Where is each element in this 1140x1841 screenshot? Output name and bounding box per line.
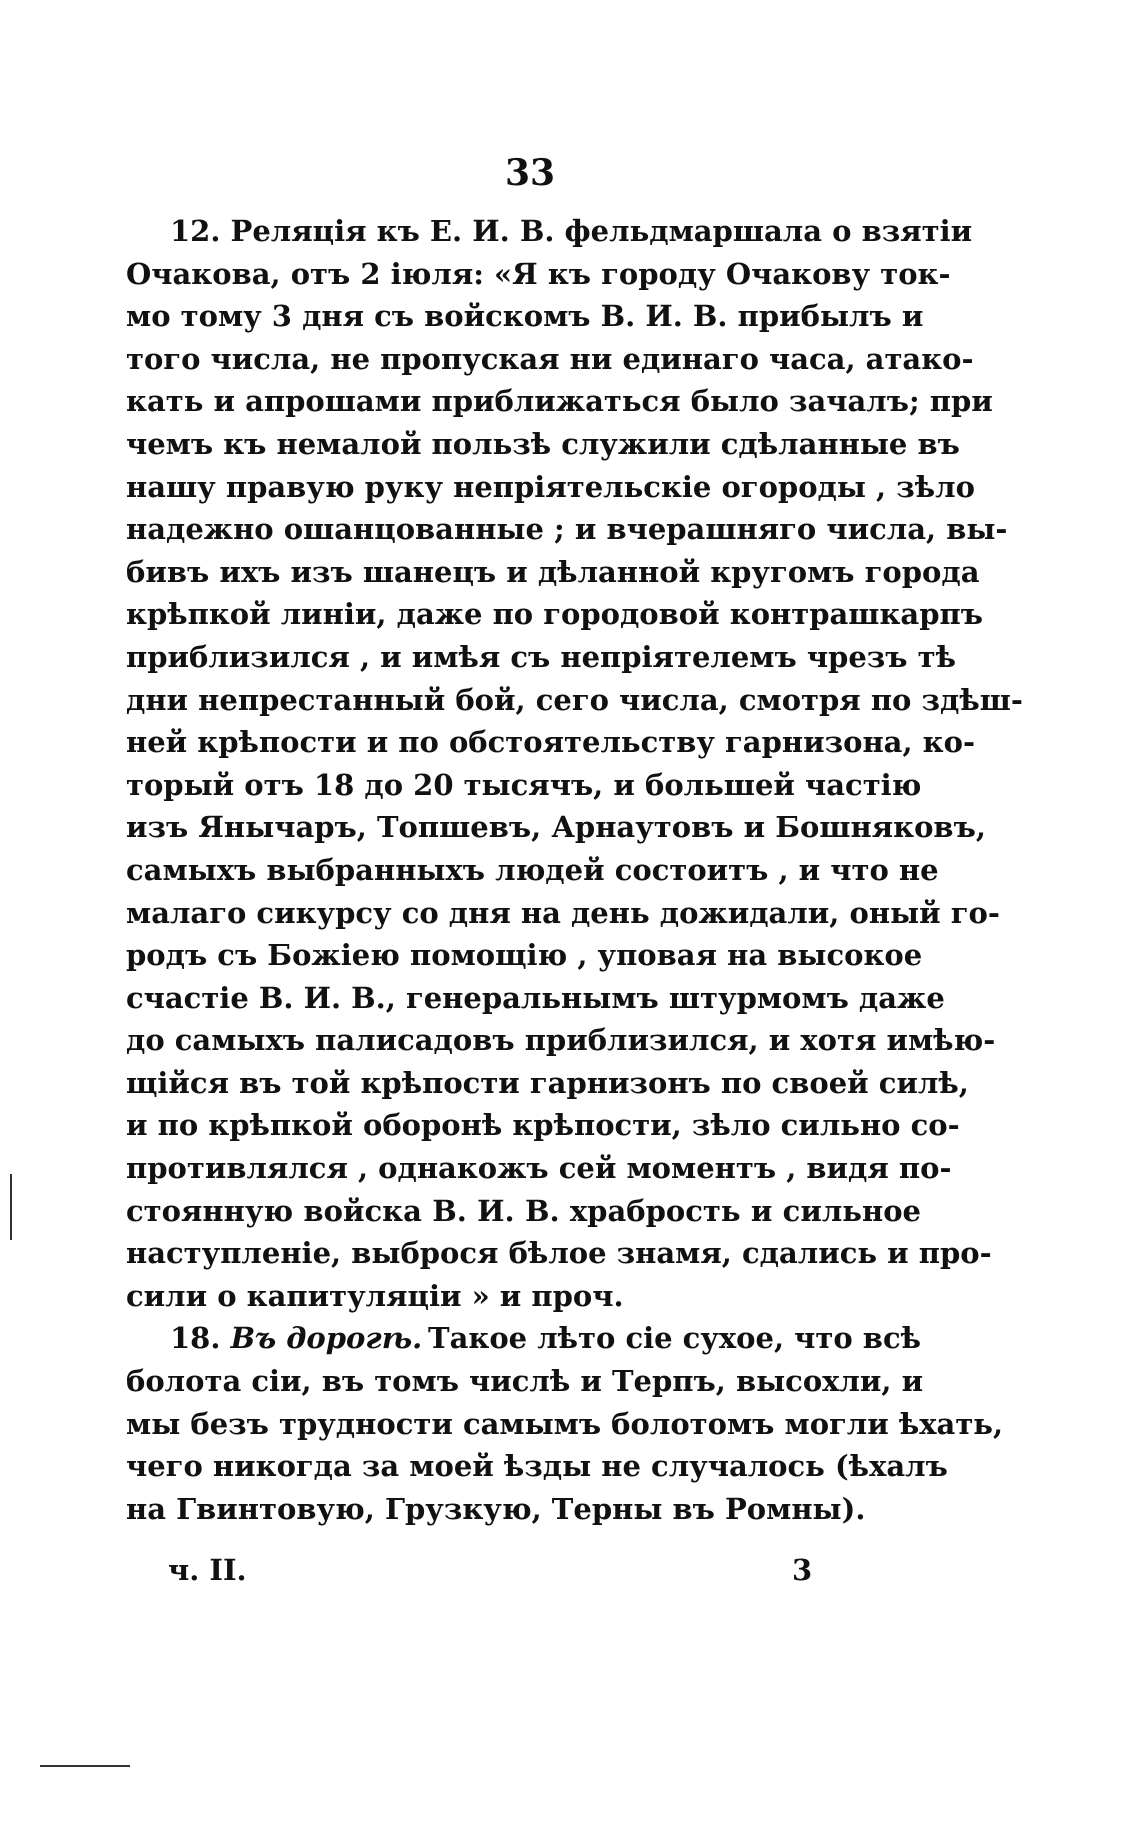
text-line: чемъ къ немалой пользѣ служили сдѣланные въ [126,426,960,461]
text-line: болота сіи, въ томъ числѣ и Терпъ, высохли, и [126,1364,924,1399]
text-line: крѣпкой линіи, даже по городовой контрашкарпъ [126,597,983,632]
text-line: до самыхъ палисадовъ приблизился, и хотя имѣю- [126,1023,996,1058]
text-line: чего никогда за моей ѣзды не случалось (ѣхалъ [126,1449,948,1484]
text-line: счастіе В. И. В., генеральнымъ штурмомъ даже [126,980,945,1015]
text-line: малаго сикурсу со дня на день дожидали, оный го- [126,895,1000,930]
paragraph-relation [126,210,1023,1317]
text-line: того числа, не пропуская ни единаго часа, атако- [126,341,974,376]
text-line: наступленіе, выброся бѣлое знамя, сдались и про- [126,1236,992,1271]
sheet-number: 3 [792,1553,813,1587]
text-line: бивъ ихъ изъ шанецъ и дѣланной кругомъ города [126,554,980,589]
page-number: 33 [504,152,556,194]
text-line: кать и апрошами приближаться было зачалъ; при [126,384,993,419]
paragraph-on-the-road [126,1317,1004,1530]
text-line: мы безъ трудности самымъ болотомъ могли ѣхать, [126,1406,1004,1441]
text-line: ней крѣпости и по обстоятельству гарнизона, ко- [126,725,975,760]
text-line: сили о капитуляціи » и проч. [126,1278,624,1313]
body-text [126,210,1023,1530]
text-line: торый отъ 18 до 20 тысячъ, и большей частію [126,767,922,802]
text-line: щійся въ той крѣпости гарнизонъ по своей силѣ, [126,1065,969,1100]
text-line: дни непрестанный бой, сего числа, смотря по здѣш- [126,682,1023,717]
text-line: стоянную войска В. И. В. храбрость и сильное [126,1193,921,1228]
text-line: Очакова, отъ 2 іюля: «Я къ городу Очакову ток- [126,256,951,291]
entry-first-line-text: Такое лѣто сіе сухое, что всѣ [428,1321,921,1356]
entry-number: 18. [170,1321,221,1356]
text-line: 12. Реляція къ Е. И. В. фельдмаршала о взятіи [170,214,973,248]
entry-heading: Въ дорогѣ. [230,1321,423,1356]
entry-heading-group [170,1317,422,1360]
text-line: самыхъ выбранныхъ людей состоитъ , и что не [126,852,939,887]
text-line: приблизился , и имѣя съ непріятелемъ чрезъ тѣ [126,639,956,674]
signature-mark: ч. II. [168,1553,247,1587]
margin-rule [10,1174,12,1240]
text-line: родъ съ Божіею помощію , уповая на высокое [126,938,923,973]
text-line: нашу правую руку непріятельскіе огороды , зѣло [126,469,975,504]
text-line: противлялся , однакожъ сей моментъ , видя по- [126,1151,952,1186]
text-line: и по крѣпкой оборонѣ крѣпости, зѣло сильно со- [126,1108,960,1143]
bottom-rule [40,1765,130,1767]
text-line [126,1317,921,1360]
text-line: надежно ошанцованные ; и вчерашняго числа, вы- [126,512,1008,547]
text-line: мо тому 3 дня съ войскомъ В. И. В. прибылъ и [126,299,924,334]
text-line: изъ Янычаръ, Топшевъ, Арнаутовъ и Бошняковъ, [126,810,986,845]
text-line: на Гвинтовую, Грузкую, Терны въ Ромны). [126,1491,866,1526]
